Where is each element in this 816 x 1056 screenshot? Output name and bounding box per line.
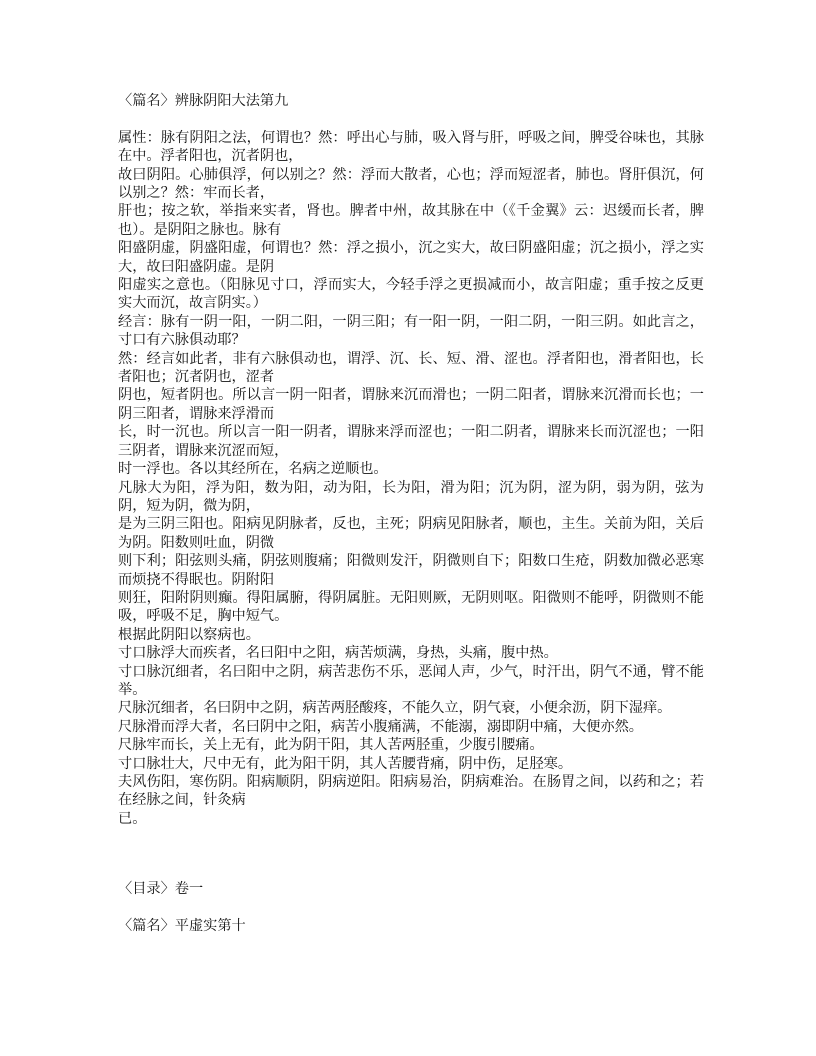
paragraph: 则狂，阳附阴则癫。得阳属腑，得阴属脏。无阳则厥，无阴则呕。阳微则不能呼，阴微则不能吸，呼吸不足，胸中短气。 bbox=[118, 589, 704, 625]
paragraph: 则下利；阳弦则头痛，阴弦则腹痛；阳微则发汗，阴微则自下；阳数口生疮，阴数加微必恶寒而烦挠不得眠也。阴附阳 bbox=[118, 553, 704, 588]
paragraph: 然：经言如此者，非有六脉俱动也，谓浮、沉、长、短、滑、涩也。浮者阳也，滑者阳也，长者阳也；沉者阴也，涩者 bbox=[118, 350, 704, 386]
spacer bbox=[118, 828, 704, 880]
paragraph: 尺脉牢而长，关上无有，此为阴干阳，其人苦两胫重，少腹引腰痛。 bbox=[118, 737, 544, 754]
paragraph: 阳虚实之意也。（阳脉见寸口，浮而实大，今轻手浮之更损减而小，故言阳虚；重手按之反更实大而沉，故言阴实。） bbox=[118, 277, 704, 312]
document-page bbox=[118, 92, 704, 935]
paragraph: 长，时一沉也。所以言一阳一阴者，谓脉来浮而涩也；一阳二阴者，谓脉来长而沉涩也；一阳三阴者，谓脉来沉涩而短， bbox=[118, 424, 704, 459]
paragraph: 肝也；按之软，举指来实者，肾也。脾者中州，故其脉在中（《千金翼》云：迟缓而长者，脾也）。是阴阳之脉也。脉有 bbox=[118, 203, 704, 238]
paragraph: 是为三阴三阳也。阳病见阴脉者，反也，主死；阴病见阳脉者，顺也，主生。关前为阳，关后为阴。阳数则吐血，阴微 bbox=[118, 516, 704, 551]
section-body bbox=[118, 129, 704, 828]
toc-label: 〈目录〉卷一 bbox=[118, 881, 204, 898]
paragraph: 寸口脉壮大，尺中无有，此为阳干阴，其人苦腰背痛，阴中伤，足胫寒。 bbox=[118, 755, 573, 772]
paragraph: 寸口脉沉细者，名曰阳中之阴，病苦悲伤不乐，恶闻人声，少气，时汗出，阴气不通，臂不能举。 bbox=[118, 663, 704, 698]
next-section-title: 〈篇名〉平虚实第十 bbox=[118, 918, 246, 935]
paragraph: 属性：脉有阴阳之法，何谓也？然：呼出心与肺，吸入肾与肝，呼吸之间，脾受谷味也，其脉在中。浮者阳也，沉者阴也， bbox=[118, 129, 704, 165]
paragraph: 夫风伤阳，寒伤阴。阳病顺阴，阴病逆阳。阳病易治，阴病难治。在肠胃之间，以药和之；若在经脉之间，针灸病 bbox=[118, 774, 704, 809]
paragraph: 经言：脉有一阴一阳，一阴二阳，一阴三阳；有一阳一阴，一阳二阴，一阳三阴。如此言之，寸口有六脉俱动耶？ bbox=[118, 313, 704, 349]
paragraph: 阴也，短者阴也。所以言一阴一阳者，谓脉来沉而滑也；一阴二阳者，谓脉来沉滑而长也；一阴三阳者，谓脉来浮滑而 bbox=[118, 387, 704, 422]
paragraph: 根据此阴阳以察病也。 bbox=[118, 626, 260, 643]
section-title: 〈篇名〉辨脉阴阳大法第九 bbox=[118, 93, 289, 109]
paragraph: 尺脉滑而浮大者，名曰阴中之阳，病苦小腹痛满，不能溺，溺即阴中痛，大便亦然。 bbox=[118, 718, 643, 735]
paragraph: 故曰阴阳。心肺俱浮，何以别之？然：浮而大散者，心也；浮而短涩者，肺也。肾肝俱沉，何以别之？然：牢而长者， bbox=[118, 166, 704, 202]
paragraph: 凡脉大为阳，浮为阳，数为阳，动为阳，长为阳，滑为阳；沉为阴，涩为阴，弱为阴，弦为阴，短为阴，微为阴， bbox=[118, 479, 704, 514]
paragraph: 时一浮也。各以其经所在，名病之逆顺也。 bbox=[118, 461, 388, 478]
paragraph: 阳盛阴虚，阴盛阳虚，何谓也？然：浮之损小，沉之实大，故曰阴盛阳虚；沉之损小，浮之实大，故曰阳盛阴虚。是阴 bbox=[118, 240, 704, 275]
paragraph: 已。 bbox=[118, 810, 147, 827]
paragraph: 尺脉沉细者，名曰阴中之阴，病苦两胫酸疼，不能久立，阴气衰，小便余沥，阴下湿痒。 bbox=[118, 700, 672, 717]
paragraph: 寸口脉浮大而疾者，名曰阳中之阳，病苦烦满，身热，头痛，腹中热。 bbox=[118, 645, 558, 662]
